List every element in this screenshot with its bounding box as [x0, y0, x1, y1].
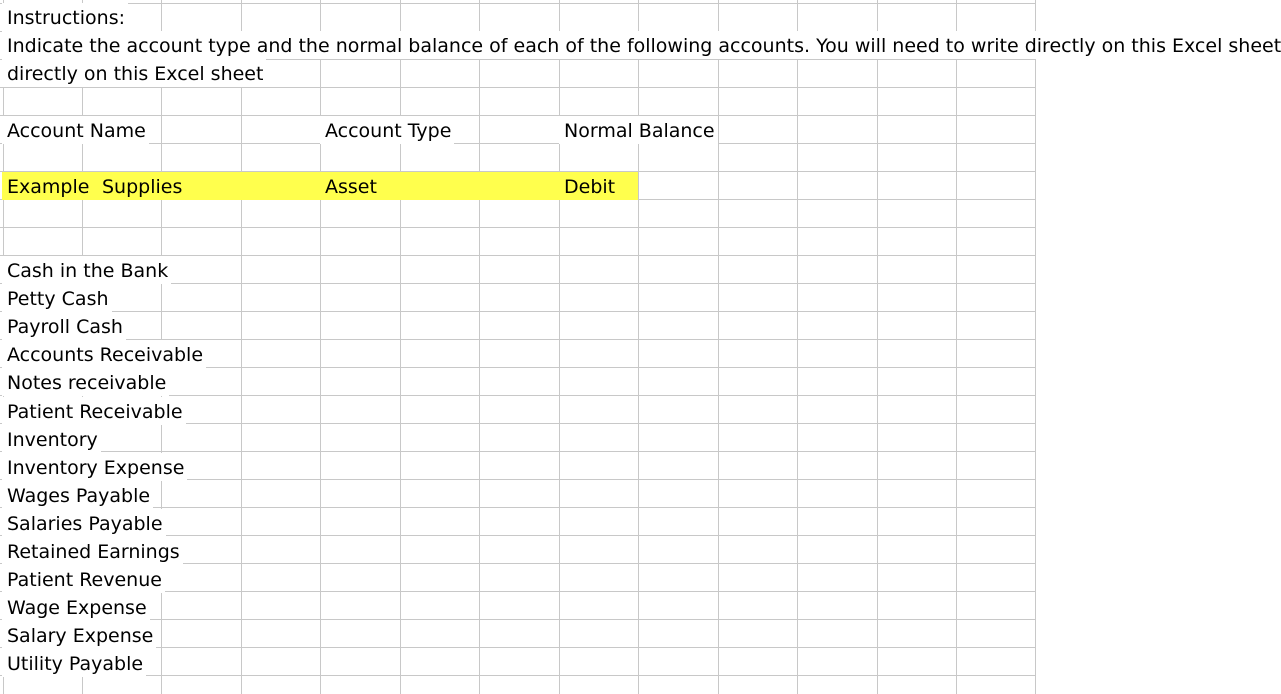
- account-row[interactable]: [0, 453, 1036, 481]
- account-name-cell: Wage Expense: [2, 593, 150, 621]
- account-name-cell: Patient Revenue: [2, 565, 165, 593]
- account-name-cell: Patient Receivable: [2, 397, 186, 425]
- account-name-cell: Cash in the Bank: [2, 256, 171, 284]
- header-account-type: Account Type: [320, 116, 454, 144]
- row-instructions-label[interactable]: [0, 3, 1036, 31]
- row-gridline: [0, 227, 1036, 228]
- header-account-name: Account Name: [2, 116, 149, 144]
- account-name-cell: Petty Cash: [2, 284, 112, 312]
- account-row[interactable]: [0, 397, 1036, 425]
- account-row[interactable]: [0, 425, 1036, 453]
- header-normal-balance: Normal Balance: [559, 116, 718, 144]
- account-name-cell: Retained Earnings: [2, 537, 183, 565]
- account-name-cell: Inventory: [2, 425, 101, 453]
- account-row[interactable]: [0, 312, 1036, 340]
- account-name-cell: Salaries Payable: [2, 509, 166, 537]
- example-label: Example: [2, 172, 84, 200]
- account-row[interactable]: [0, 481, 1036, 509]
- instructions-label: Instructions:: [2, 3, 128, 31]
- account-row[interactable]: [0, 509, 1036, 537]
- account-name-cell: Inventory Expense: [2, 453, 187, 481]
- account-row[interactable]: [0, 593, 1036, 621]
- row-instruction-line-1[interactable]: [0, 31, 1281, 59]
- account-row[interactable]: [0, 621, 1036, 649]
- row-instruction-line-2[interactable]: [0, 59, 1036, 87]
- account-name-cell: Wages Payable: [2, 481, 153, 509]
- row-gridline: [0, 87, 1036, 88]
- account-name-cell: Notes receivable: [2, 368, 169, 396]
- account-row[interactable]: [0, 368, 1036, 396]
- account-row[interactable]: [0, 340, 1036, 368]
- account-row[interactable]: [0, 565, 1036, 593]
- account-name-cell: Payroll Cash: [2, 312, 126, 340]
- example-account-type: Asset: [325, 176, 377, 198]
- account-row[interactable]: [0, 649, 1036, 677]
- account-row[interactable]: [0, 537, 1036, 565]
- account-row[interactable]: [0, 284, 1036, 312]
- account-row[interactable]: [0, 256, 1036, 284]
- example-normal-balance: Debit: [564, 176, 616, 198]
- account-name-cell: Accounts Receivable: [2, 340, 206, 368]
- account-name-cell: Salary Expense: [2, 621, 156, 649]
- account-name-cell: Utility Payable: [2, 649, 146, 677]
- header-row[interactable]: [0, 116, 1036, 144]
- instruction-text-line-2: directly on this Excel sheet: [2, 59, 266, 87]
- example-account-name: Supplies: [102, 176, 183, 198]
- example-row[interactable]: [0, 172, 1036, 200]
- instruction-text-line-1: Indicate the account type and the normal balance of each of the following accounts. You will need to write directly on this Excel sheet: [2, 31, 1037, 59]
